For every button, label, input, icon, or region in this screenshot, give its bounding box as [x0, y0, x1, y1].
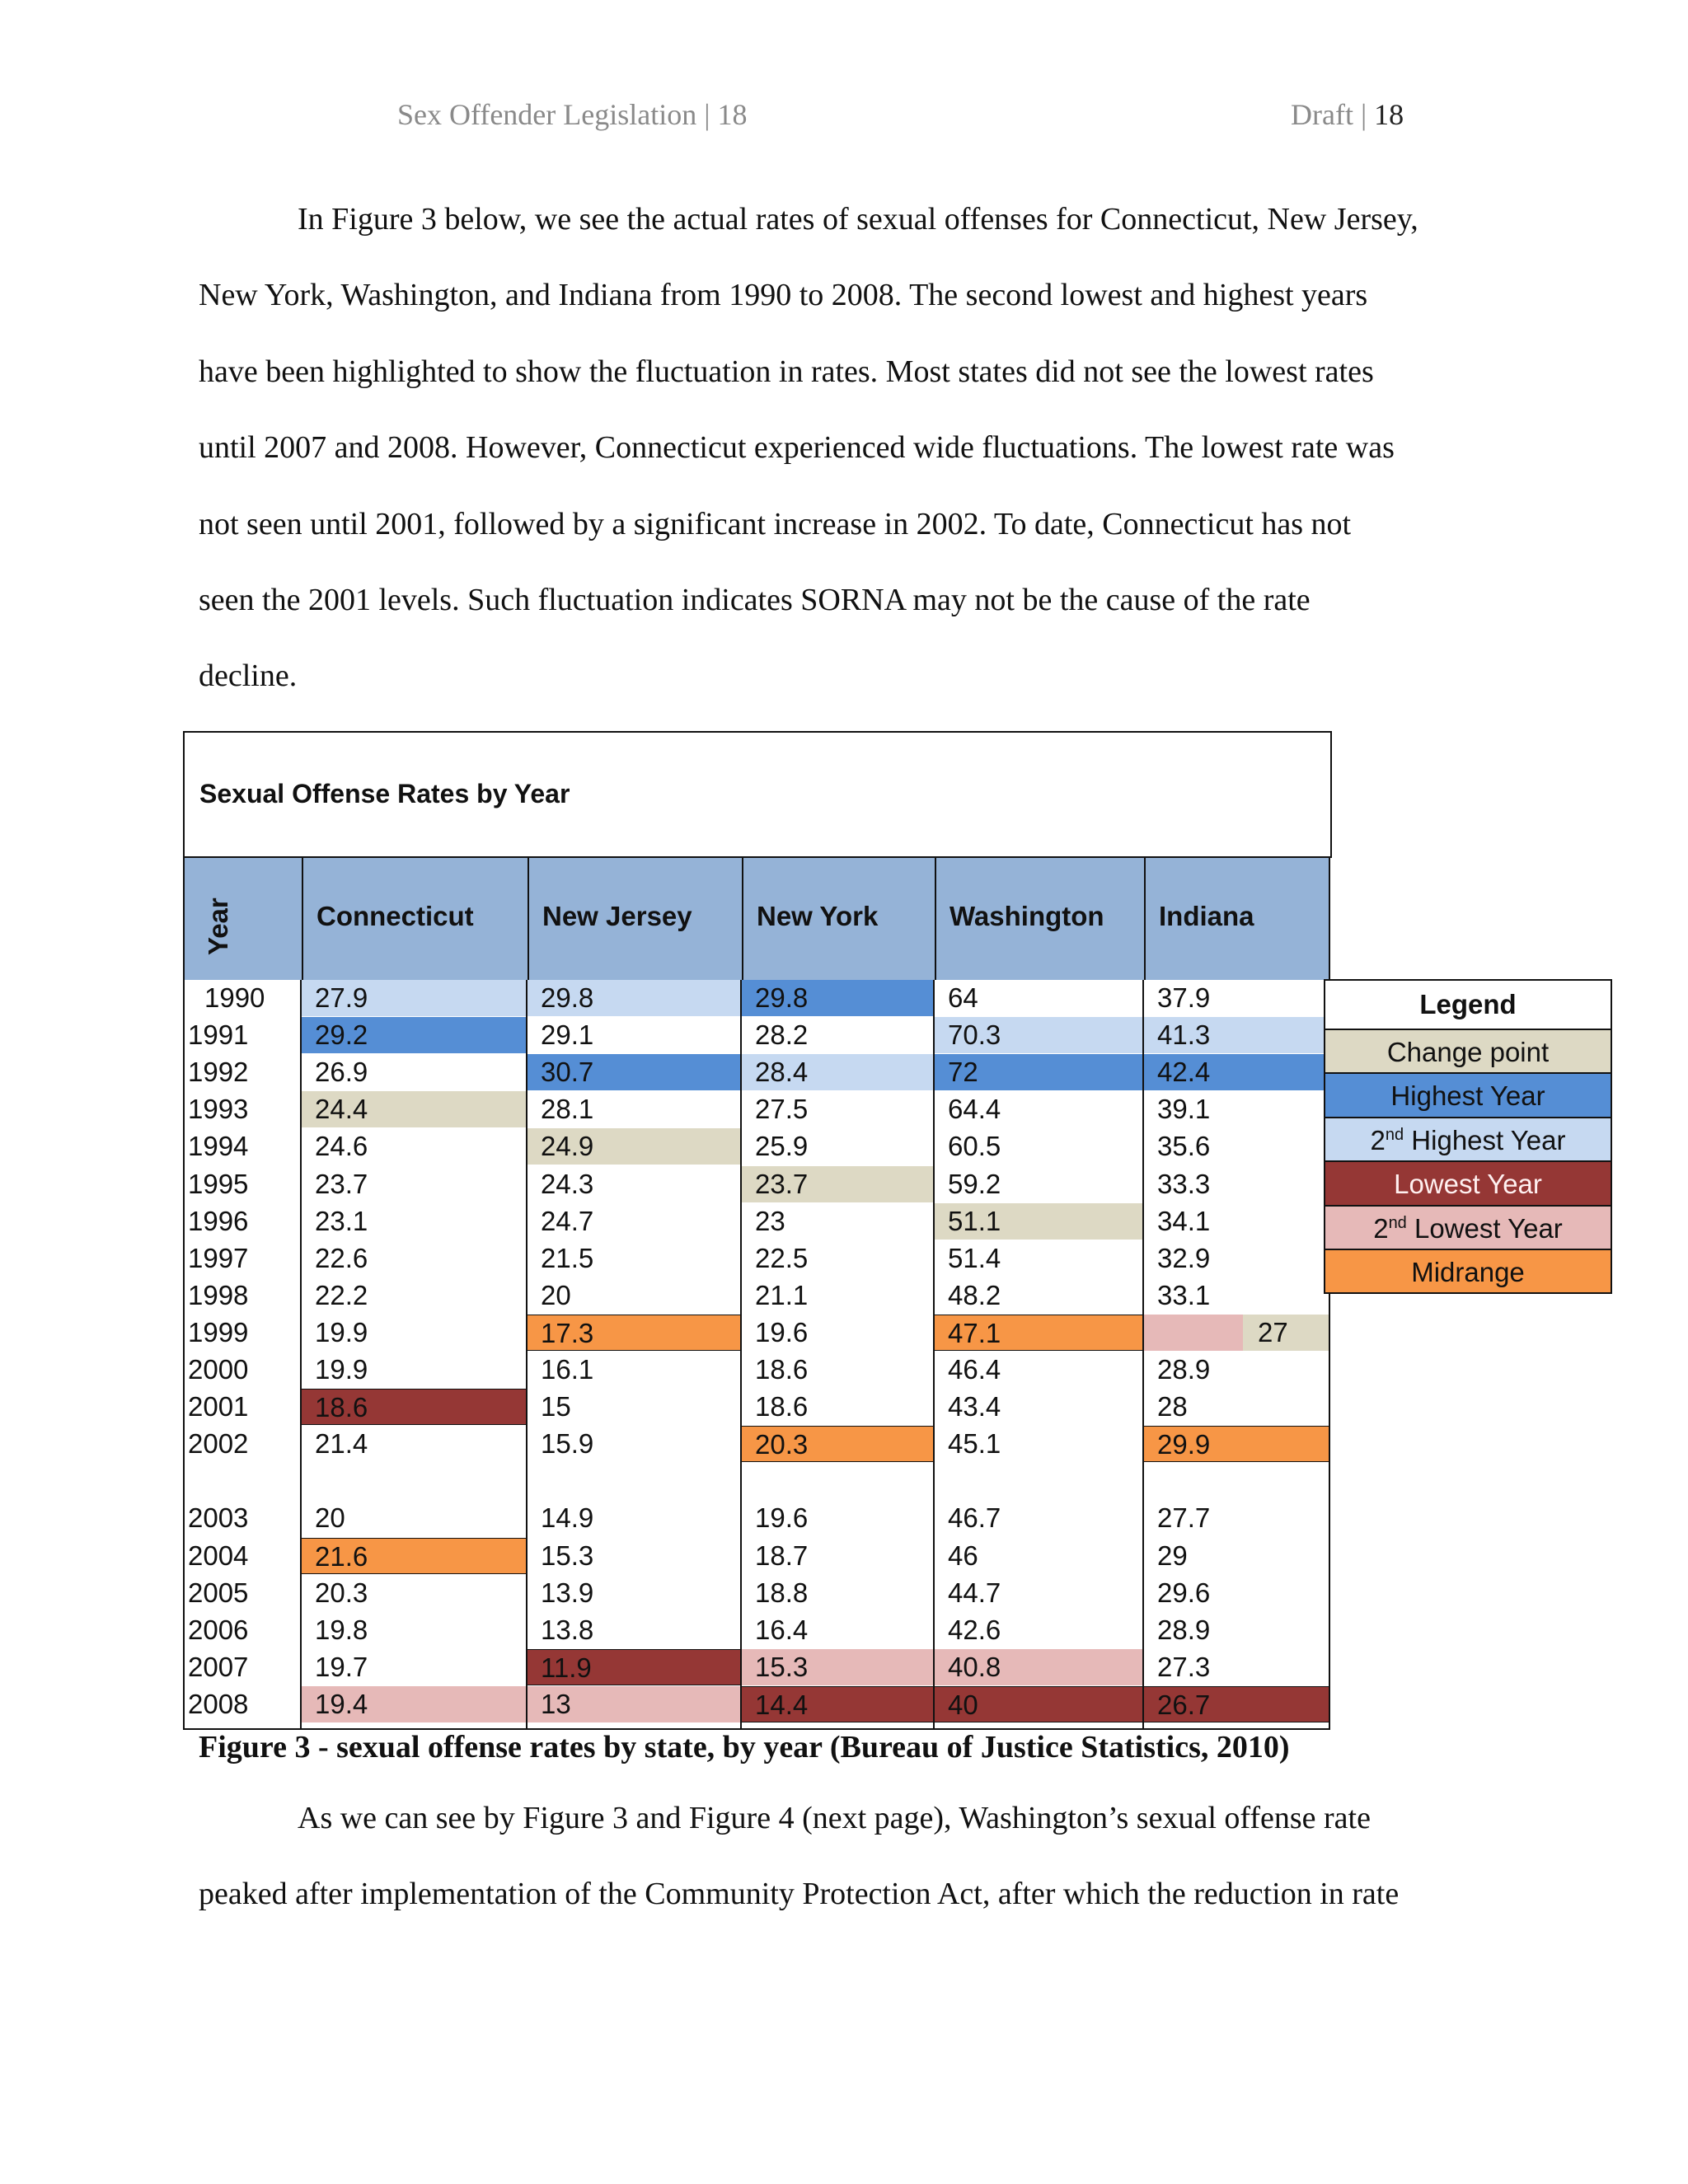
- rate-cell: 11.9: [528, 1649, 740, 1685]
- year-cell: 2005: [188, 1577, 249, 1608]
- rate-cell: 13: [528, 1686, 740, 1722]
- rate-cell: 27.9: [302, 980, 526, 1016]
- rate-cell: 28.9: [1157, 1354, 1211, 1385]
- year-cell: 2008: [188, 1688, 249, 1719]
- rate-cell: 24.4: [302, 1091, 526, 1127]
- rate-cell: 17.3: [528, 1315, 740, 1351]
- legend-second-highest-year: [1325, 1117, 1611, 1160]
- paragraph-line: decline.: [199, 658, 298, 694]
- rate-cell: 24.7: [541, 1205, 594, 1236]
- rate-cell: 43.4: [948, 1391, 1001, 1422]
- rate-cell: 20: [541, 1279, 571, 1310]
- rate-cell: 15: [541, 1391, 571, 1422]
- year-cell: 2007: [188, 1651, 249, 1682]
- rate-cell: 21.4: [315, 1428, 368, 1460]
- rate-cell: 60.5: [948, 1131, 1001, 1162]
- legend-ordinal-suffix: nd: [1385, 1125, 1404, 1144]
- header-label: Indiana: [1159, 901, 1254, 931]
- rate-cell: 19.6: [755, 1316, 809, 1347]
- rate-cell: 20.3: [315, 1577, 368, 1608]
- year-cell: 1993: [188, 1094, 249, 1125]
- rate-cell: 51.4: [948, 1242, 1001, 1273]
- rate-cell: 28.9: [1157, 1614, 1211, 1645]
- rate-cell: 13.8: [541, 1614, 594, 1645]
- rate-cell: 22.6: [315, 1242, 368, 1273]
- rate-cell: 23: [755, 1205, 785, 1236]
- rate-cell: 14.9: [541, 1502, 594, 1534]
- year-cell: 1992: [188, 1057, 249, 1088]
- legend-lowest-year: Lowest Year: [1325, 1160, 1611, 1204]
- rate-cell: 21.6: [302, 1538, 526, 1574]
- rate-cell: 29.1: [541, 1019, 594, 1051]
- rate-cell: 34.1: [1157, 1205, 1211, 1236]
- rate-cell: 16.1: [541, 1354, 594, 1385]
- rate-cell: 22.5: [755, 1242, 809, 1273]
- rate-cell: 29.6: [1157, 1577, 1211, 1608]
- year-cell: 1991: [188, 1019, 249, 1051]
- rate-cell: 18.6: [302, 1389, 526, 1425]
- year-cell: 2001: [188, 1391, 249, 1422]
- rate-cell: 59.2: [948, 1168, 1001, 1199]
- year-cell: 2006: [188, 1614, 249, 1645]
- rate-cell: 29.8: [742, 980, 933, 1016]
- rate-cell: 15.9: [541, 1428, 594, 1460]
- intro-paragraph: [199, 181, 1534, 715]
- rate-cell: 44.7: [948, 1577, 1001, 1608]
- page-number: 18: [1374, 98, 1404, 131]
- paragraph-line: have been highlighted to show the fluctuation in rates. Most states did not see the lowest rates: [199, 354, 1374, 389]
- rate-cell: 46.4: [948, 1354, 1001, 1385]
- paragraph-line: not seen until 2001, followed by a significant increase in 2002. To date, Connecticut has not: [199, 506, 1352, 541]
- header-year: [185, 858, 303, 980]
- rate-cell: 14.4: [742, 1686, 933, 1722]
- rate-cell: 37.9: [1157, 982, 1211, 1013]
- rate-cell: 42.6: [948, 1614, 1001, 1645]
- rate-cell: 41.3: [1144, 1017, 1329, 1053]
- rate-value: 27: [1258, 1316, 1288, 1347]
- rate-cell: 51.1: [935, 1203, 1142, 1240]
- legend-change-point: Change point: [1325, 1029, 1611, 1072]
- header-label: Connecticut: [316, 901, 474, 931]
- legend-text: Highest Year: [1404, 1124, 1566, 1155]
- legend-ordinal: 2: [1370, 1124, 1386, 1155]
- rate-cell: 19.9: [315, 1316, 368, 1347]
- legend-ordinal: 2: [1373, 1212, 1389, 1244]
- legend-midrange: Midrange: [1325, 1249, 1611, 1292]
- rate-cell: 27.5: [755, 1094, 809, 1125]
- rate-cell: 23.7: [315, 1168, 368, 1199]
- table-header-row: [183, 856, 1330, 980]
- rate-cell: 16.4: [755, 1614, 809, 1645]
- rate-cell: 24.9: [528, 1128, 740, 1165]
- rate-cell: 19.6: [755, 1502, 809, 1534]
- table-title: Sexual Offense Rates by Year: [199, 779, 570, 808]
- rate-cell: 30.7: [528, 1054, 740, 1090]
- header-connecticut: [302, 858, 528, 980]
- header-label: New York: [757, 901, 879, 931]
- header-new-york: [742, 858, 935, 980]
- rate-cell: 47.1: [935, 1315, 1142, 1351]
- rate-cell: 32.9: [1157, 1242, 1211, 1273]
- rate-cell: 46: [948, 1540, 978, 1571]
- rate-cell: 13.9: [541, 1577, 594, 1608]
- paragraph-line: seen the 2001 levels. Such fluctuation indicates SORNA may not be the cause of the rate: [199, 582, 1311, 617]
- paragraph-line: peaked after implementation of the Community Protection Act, after which the reduction in rate: [199, 1877, 1400, 1912]
- year-cell: 1996: [188, 1205, 249, 1236]
- rate-cell: 26.7: [1144, 1686, 1329, 1722]
- rate-cell: 23.1: [315, 1205, 368, 1236]
- split-fill-low: [1144, 1315, 1243, 1351]
- rate-cell: 48.2: [948, 1279, 1001, 1310]
- rate-cell: 24.6: [315, 1131, 368, 1162]
- rate-cell: 70.3: [935, 1017, 1142, 1053]
- rate-cell: 19.9: [315, 1354, 368, 1385]
- rate-cell: 18.6: [755, 1391, 809, 1422]
- header-new-jersey: [528, 858, 742, 980]
- rate-cell: 19.4: [302, 1686, 526, 1722]
- rate-cell: 21.1: [755, 1279, 809, 1310]
- header-washington: [935, 858, 1144, 980]
- rate-cell: 42.4: [1144, 1054, 1329, 1090]
- year-cell: 1998: [188, 1279, 249, 1310]
- offense-rates-table: [183, 731, 1330, 1730]
- paragraph-line: New York, Washington, and Indiana from 1990 to 2008. The second lowest and highest years: [199, 278, 1368, 313]
- header-label: Washington: [950, 901, 1104, 931]
- year-cell: 2002: [188, 1428, 249, 1460]
- rate-cell: 21.5: [541, 1242, 594, 1273]
- table-body: [183, 980, 1330, 1730]
- paragraph-line: As we can see by Figure 3 and Figure 4 (next page), Washington’s sexual offense rate: [298, 1801, 1371, 1835]
- rate-cell: 20: [315, 1502, 345, 1534]
- rate-cell: 64: [948, 982, 978, 1013]
- year-cell: 1990: [204, 982, 265, 1013]
- rate-cell: 15.3: [541, 1540, 594, 1571]
- rate-cell: 19.7: [315, 1651, 368, 1682]
- year-cell: 2000: [188, 1354, 249, 1385]
- rate-cell: 29: [1157, 1540, 1188, 1571]
- rate-cell: 26.9: [315, 1057, 368, 1088]
- year-cell: 1994: [188, 1131, 249, 1162]
- legend-title: Legend: [1419, 989, 1517, 1019]
- rate-cell: 28.4: [742, 1054, 933, 1090]
- legend-highest-year: Highest Year: [1325, 1072, 1611, 1116]
- legend-ordinal-suffix: nd: [1388, 1213, 1407, 1232]
- rate-cell: 28.2: [755, 1019, 809, 1051]
- rate-cell: 25.9: [755, 1131, 809, 1162]
- year-cell: 1999: [188, 1316, 249, 1347]
- rate-cell: 72: [935, 1054, 1142, 1090]
- rate-cell: 29.2: [302, 1017, 526, 1053]
- rate-cell: 18.7: [755, 1540, 809, 1571]
- rate-cell: 33.3: [1157, 1168, 1211, 1199]
- rate-cell: 28: [1157, 1391, 1188, 1422]
- rate-cell: 35.6: [1157, 1131, 1211, 1162]
- rate-cell: 18.6: [755, 1354, 809, 1385]
- rate-cell: 33.1: [1157, 1279, 1211, 1310]
- rate-cell: 64.4: [948, 1094, 1001, 1125]
- running-header-draft: [1291, 97, 1404, 132]
- figure-caption: Figure 3 - sexual offense rates by state, by year (Bureau of Justice Statistics, 2010): [199, 1730, 1290, 1765]
- rate-cell: 28.1: [541, 1094, 594, 1125]
- outro-paragraph: [199, 1780, 1534, 1933]
- table-title-box: [183, 731, 1332, 858]
- rate-cell: 20.3: [742, 1426, 933, 1462]
- header-label: New Jersey: [542, 901, 692, 931]
- header-indiana: [1144, 858, 1330, 980]
- legend: [1324, 979, 1612, 1294]
- draft-label: Draft |: [1291, 98, 1375, 131]
- header-year-label: Year: [203, 898, 233, 955]
- rate-cell: 23.7: [742, 1166, 933, 1202]
- rate-cell: 27.7: [1157, 1502, 1211, 1534]
- rate-cell: 40: [935, 1686, 1142, 1722]
- year-cell: 2003: [188, 1502, 249, 1534]
- rate-cell: 40.8: [935, 1649, 1142, 1685]
- rate-cell: 45.1: [948, 1428, 1001, 1460]
- rate-cell: 39.1: [1157, 1094, 1211, 1125]
- rate-cell: [1144, 1315, 1329, 1351]
- year-cell: 2004: [188, 1540, 249, 1571]
- rate-cell: 29.8: [528, 980, 740, 1016]
- rate-cell: 24.3: [541, 1168, 594, 1199]
- rate-cell: 18.8: [755, 1577, 809, 1608]
- running-header-title: Sex Offender Legislation | 18: [397, 98, 748, 131]
- rate-cell: 27.3: [1157, 1651, 1211, 1682]
- year-cell: 1997: [188, 1242, 249, 1273]
- rate-cell: 22.2: [315, 1279, 368, 1310]
- year-cell: 1995: [188, 1168, 249, 1199]
- rate-cell: 46.7: [948, 1502, 1001, 1534]
- rate-cell: 19.8: [315, 1614, 368, 1645]
- legend-second-lowest-year: [1325, 1205, 1611, 1249]
- rate-cell: 29.9: [1144, 1426, 1329, 1462]
- rate-cell: 15.3: [742, 1649, 933, 1685]
- paragraph-line: In Figure 3 below, we see the actual rates of sexual offenses for Connecticut, New Jersey,: [298, 202, 1418, 237]
- legend-text: Lowest Year: [1406, 1212, 1563, 1244]
- paragraph-line: until 2007 and 2008. However, Connecticut experienced wide fluctuations. The lowest rate was: [199, 430, 1395, 466]
